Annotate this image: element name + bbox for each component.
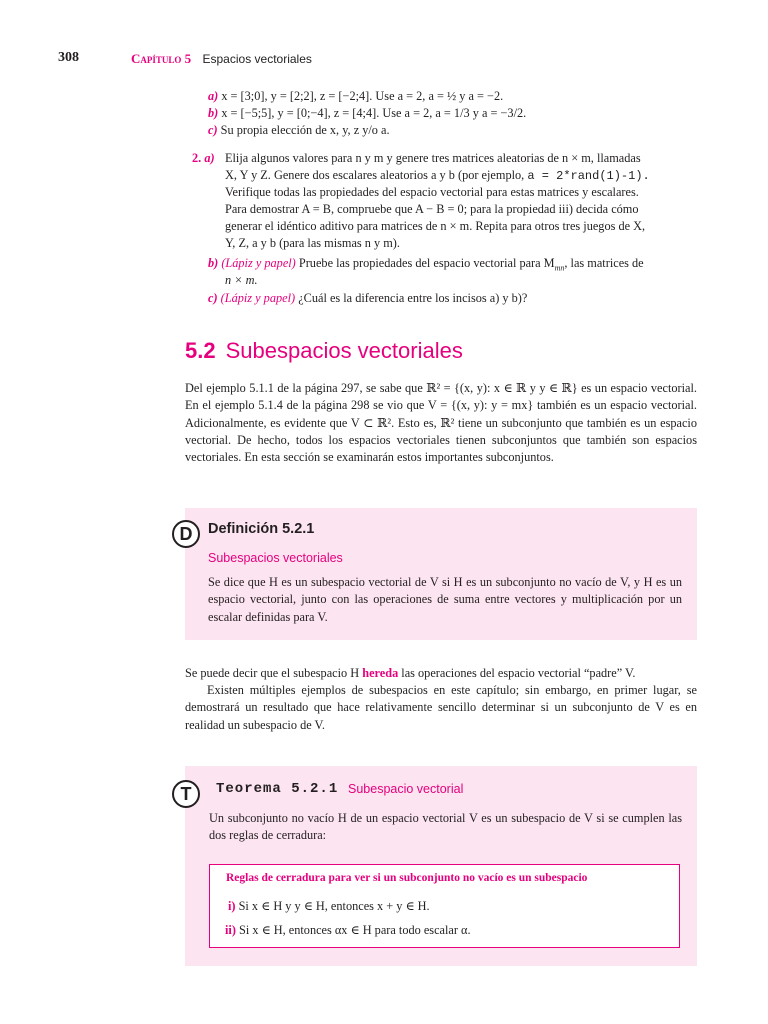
closure-rule-1-label: i) (228, 899, 236, 913)
exercise-2b-text2: , las matrices de (564, 256, 644, 270)
exercise-2b-line-2: n × m. (225, 273, 258, 287)
exercise-2-number (192, 150, 215, 167)
section-number: 5.2 (185, 338, 216, 363)
inherit-after: las operaciones del espacio vectorial “padre” V. (401, 666, 636, 680)
exercise-1c-label: c) (208, 123, 218, 137)
exercise-1c-text: Su propia elección de x, y, z y/o a. (220, 123, 390, 137)
exercise-2c-label: c) (208, 291, 218, 305)
exercise-2a-line-6: Y, Z, a y b (para las mismas n y m). (225, 236, 400, 250)
definition-text: Se dice que H es un subespacio vectorial de V si H es un subconjunto no vacío de V, y H es un espacio vectorial, junto con las operaciones de suma entre vectores y multiplicación por un escalar definidas para V. (208, 575, 682, 624)
exercise-1a-text: x = [3;0], y = [2;2], z = [−2;4]. Use a = 2, a = ½ y a = −2. (221, 89, 504, 103)
exercise-1a (208, 88, 503, 105)
chapter-header (131, 51, 312, 67)
page-number: 308 (58, 50, 79, 65)
exercise-2b-tag: (Lápiz y papel) (221, 256, 296, 270)
inherit-before: Se puede decir que el subespacio H (185, 666, 360, 680)
exercise-2a-line-4: Para demostrar A = B, compruebe que A − B = 0; para la propiedad iii) decida cómo (225, 202, 639, 216)
theorem-text: Un subconjunto no vacío H de un espacio vectorial V es un subespacio de V si se cumplen las dos reglas de cerradura: (209, 811, 682, 843)
theorem-subtitle: Subespacio vectorial (348, 782, 464, 796)
exercise-2b-label: b) (208, 256, 219, 270)
exercise-2c-text: ¿Cuál es la diferencia entre los incisos a) y b)? (298, 291, 528, 305)
closure-rule-2-text: Si x ∈ H, entonces αx ∈ H para todo escalar α. (239, 923, 471, 937)
closure-rule-1 (228, 898, 430, 915)
exercise-2b-text: Pruebe las propiedades del espacio vectorial para M (298, 256, 555, 270)
section-title: Subespacios vectoriales (225, 338, 463, 363)
inherit-highlight: hereda (362, 666, 399, 680)
exercise-2a-code: a = 2*rand(1)-1). (527, 169, 650, 183)
definition-icon: D (172, 520, 200, 548)
exercise-2c-tag: (Lápiz y papel) (220, 291, 296, 305)
chapter-title: Espacios vectoriales (202, 52, 312, 66)
exercise-2b-sub: mn (554, 263, 565, 273)
theorem-title: Teorema 5.2.1 (216, 781, 339, 797)
exercise-2b (208, 255, 644, 276)
inherit-paragraph (185, 665, 635, 682)
closure-rules-title: Reglas de cerradura para ver si un subconjunto no vacío es un subespacio (226, 872, 588, 884)
intro-paragraph: Del ejemplo 5.1.1 de la página 297, se sabe que ℝ² = {(x, y): x ∈ ℝ y y ∈ ℝ} es un espacio vectorial. En el ejemplo 5.1.4 de la página 298 se vio que V = {(x, y): y = mx} también es un espacio vectorial. Adicionalmente, es evidente que V ⊂ ℝ². Esto es, ℝ² tiene un subconjunto que también es un espacio vectorial. De hecho, todos los espacios vectoriales tienen subconjuntos que también son espacios vectoriales. En esta sección se examinarán estos importantes subconjuntos. (185, 381, 697, 465)
exercise-2a-line-3: Verifique todas las propiedades del espacio vectorial para estas matrices y escalares. (225, 185, 639, 199)
exercise-1c (208, 122, 390, 139)
exercise-2a-line-2 (225, 167, 650, 185)
exercise-1b (208, 105, 526, 122)
chapter-label: Capítulo 5 (131, 51, 192, 66)
exercise-2a-line-5: generar el idéntico aditivo para matrices de n × m. Repita para otros tres juegos de X, (225, 219, 646, 233)
exercise-1b-text: x = [−5;5], y = [0;−4], z = [4;4]. Use a = 2, a = 1/3 y a = −3/2. (221, 106, 527, 120)
definition-title: Definición 5.2.1 (208, 521, 315, 537)
theorem-icon: T (172, 780, 200, 808)
examples-paragraph: Existen múltiples ejemplos de subespacios en este capítulo; sin embargo, en primer lugar, se demostrará un resultado que hace relativamente sencillo determinar si un subconjunto de V es en realidad un subespacio de V. (185, 683, 697, 732)
exercise-1a-label: a) (208, 89, 219, 103)
closure-rule-2 (225, 922, 471, 939)
exercise-2a-line-1: Elija algunos valores para n y m y genere tres matrices aleatorias de n × m, llamadas (225, 151, 641, 165)
closure-rule-2-label: ii) (225, 923, 236, 937)
definition-subtitle: Subespacios vectoriales (208, 551, 343, 565)
section-heading (185, 338, 463, 364)
exercise-2c (208, 290, 527, 307)
exercise-2-number-label: 2. (192, 151, 202, 165)
exercise-2a-line-2-text: X, Y y Z. Genere dos escalares aleatorios a y b (por ejemplo, (225, 168, 525, 182)
exercise-2a-label: a) (204, 151, 215, 165)
exercise-1b-label: b) (208, 106, 219, 120)
closure-rule-1-text: Si x ∈ H y y ∈ H, entonces x + y ∈ H. (238, 899, 430, 913)
